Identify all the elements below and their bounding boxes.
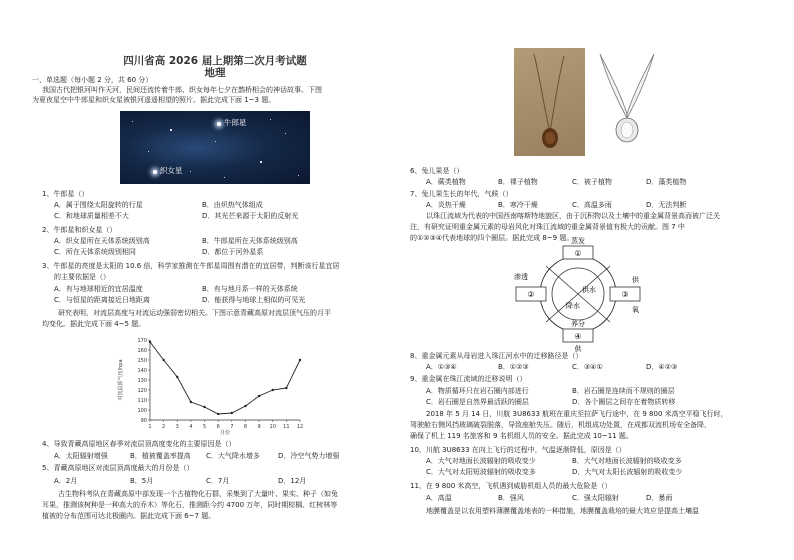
q7-stem: 7、兔儿果生长的年代，气候（） <box>410 190 513 198</box>
data-point <box>217 413 219 415</box>
q11-option-d[interactable]: D．暴雨 <box>646 494 673 502</box>
q5-option-a[interactable]: A．2月 <box>54 477 78 485</box>
data-point <box>244 405 246 407</box>
exam-title: 四川省高 2026 届上期第二次月考试题 <box>123 55 307 67</box>
x-tick-label: 7 <box>230 424 234 430</box>
q8-option-c[interactable]: C．③④① <box>572 363 603 371</box>
y-tick-label: 170 <box>137 338 147 344</box>
q2-option-d[interactable]: D．都位于河外星系 <box>202 248 264 256</box>
sphere-2: ② <box>527 290 535 299</box>
sphere-cycle-diagram <box>508 237 648 353</box>
section-heading: 一、单选题（每小题 2 分，共 60 分） <box>32 76 153 84</box>
q7-option-c[interactable]: C．高温多雨 <box>572 201 612 209</box>
data-point <box>149 341 151 343</box>
intro5-line1: 2018 年 5 月 14 日，川航 3U8633 航班在重庆至拉萨飞行途中，在 9 800 米高空平稳飞行时， <box>426 410 728 418</box>
q2-option-c[interactable]: C．所在天体系统级别相同 <box>54 248 136 256</box>
seed-drawing <box>594 48 660 156</box>
fossil-photo <box>514 48 585 156</box>
q2-stem: 2、牛郎星和织女星（） <box>42 226 117 234</box>
q4-option-a[interactable]: A．太阳辐射增强 <box>54 452 108 460</box>
q6-stem: 6、兔儿果是（） <box>410 167 464 175</box>
q11-stem: 11、在 9 800 米高空，飞机遇到威胁机组人员的最大危险是（） <box>410 482 612 490</box>
diagram-label-nutrient: 养分 <box>571 320 585 328</box>
diagram-label-supply2: 供 <box>574 345 582 353</box>
q7-option-d[interactable]: D．无法判断 <box>646 201 687 209</box>
data-point <box>203 406 205 408</box>
x-tick-label: 10 <box>269 424 276 430</box>
q10-option-a[interactable]: A．大气对地面长波辐射的吸收变少 <box>426 457 536 465</box>
data-point <box>176 376 178 378</box>
intro4-line1: 以珠江流域为代表的中国西南喀斯特地貌区，由于沉积物以及土壤中的重金属背景高而被广泛关 <box>426 212 720 220</box>
q5-option-b[interactable]: B．5月 <box>130 477 154 485</box>
q3-stem-cont: 的主要依据是（） <box>54 273 110 281</box>
y-tick-label: 120 <box>137 388 147 394</box>
q1-option-b[interactable]: B．由炽热气体组成 <box>202 201 263 209</box>
data-point <box>162 359 164 361</box>
exam-subject: 地理 <box>204 67 226 79</box>
intro1-line1: 我国古代把银河叫作天河，民间还流传着牛郎、织女每年七夕在鹊桥相会的神话故事。下图 <box>42 86 322 94</box>
sphere-3: ③ <box>621 290 629 299</box>
sphere-4: ④ <box>574 332 582 341</box>
zhinv-star-icon <box>153 170 157 174</box>
x-tick-label: 5 <box>202 424 207 430</box>
q6-option-a[interactable]: A．蕨类植物 <box>426 178 466 186</box>
q2-option-b[interactable]: B．牛郎星所在天体系统级别高 <box>202 237 298 245</box>
intro3-line3: 植被的分布范围可达北极圈内。据此完成下面 6~7 题。 <box>42 512 216 520</box>
data-point <box>272 389 274 391</box>
q5-option-c[interactable]: C．7月 <box>206 477 230 485</box>
q2-option-a[interactable]: A．织女星所在天体系统级别高 <box>54 237 150 245</box>
intro4-line3: 的①②③④代表地球的四个圈层。据此完成 8~9 题。 <box>410 234 574 242</box>
niulang-label: 牛郎星 <box>224 118 247 127</box>
intro5-line3: 确保了机上 119 名旅客和 9 名机组人员的安全。据此完成 10~11 题。 <box>410 432 633 440</box>
q10-option-c[interactable]: C．大气对太阳短波辐射的吸收变多 <box>426 468 536 476</box>
y-tick-label: 150 <box>137 358 147 364</box>
diagram-label-supply: 供 <box>632 276 639 284</box>
x-tick-label: 8 <box>243 424 248 430</box>
niulang-star-icon <box>217 122 221 126</box>
x-axis-label: 月份 <box>219 430 231 436</box>
y-tick-label: 130 <box>137 378 147 384</box>
diagram-label-watersupply: 供水 <box>582 286 596 294</box>
q1-stem: 1、牛郎星（） <box>42 190 89 198</box>
sphere-1: ① <box>574 249 582 258</box>
y-tick-label: 90 <box>140 418 147 424</box>
x-tick-label: 6 <box>216 424 220 430</box>
q1-option-c[interactable]: C．和地球质量相差不大 <box>54 212 129 220</box>
intro1-line2: 为夏夜星空中牛郎星和织女星被银河遥遥相望的照片。据此完成下面 1~3 题。 <box>32 96 276 104</box>
intro2-line1: 研究表明，对流层高度与对流运动强弱密切相关。下图示意青藏高原对流层顶气压的月平 <box>58 309 331 317</box>
x-tick-label: 4 <box>189 424 193 430</box>
q6-option-c[interactable]: C．被子植物 <box>572 178 612 186</box>
q9-option-a[interactable]: A．物质循环只在岩石圈内部进行 <box>426 387 529 395</box>
q7-option-b[interactable]: B．寒冷干燥 <box>498 201 538 209</box>
q10-option-b[interactable]: B．大气对地面长波辐射的吸收变多 <box>572 457 682 465</box>
q3-stem: 3、牛郎星的亮度是太阳的 10.6 倍，科学家推测在牛郎星周围有潜在的宜居带，判断该行星宜居 <box>42 262 340 270</box>
q1-option-a[interactable]: A．属于围绕太阳旋转的行星 <box>54 201 143 209</box>
x-tick-label: 1 <box>148 424 152 430</box>
pressure-line-chart <box>110 334 310 434</box>
y-tick-label: 100 <box>137 408 147 414</box>
q4-stem: 4、导致青藏高原地区春季对流层顶高度变化的主要原因是（） <box>42 440 236 448</box>
q3-option-d[interactable]: D．能获得与地球上相似的可见光 <box>202 296 306 304</box>
intro3-line1: 古生物科考队在青藏高原中部发现一个古植物化石群，采集到了大量叶、果实、种子（如兔 <box>58 490 338 498</box>
q11-option-b[interactable]: B．强风 <box>498 494 524 502</box>
q11-option-a[interactable]: A．高温 <box>426 494 452 502</box>
y-axis-label: 对流层顶气压/hpa <box>118 359 124 401</box>
data-point <box>285 387 287 389</box>
q1-option-d[interactable]: D．其光芒来源于太阳的反射光 <box>202 212 299 220</box>
data-point <box>231 412 233 414</box>
q6-option-b[interactable]: B．裸子植物 <box>498 178 538 186</box>
q11-option-c[interactable]: C．强太阳辐射 <box>572 494 619 502</box>
diagram-label-oxygen: 氧 <box>632 306 639 314</box>
q4-option-b[interactable]: B．植被覆盖率提高 <box>130 452 191 460</box>
q8-option-d[interactable]: D．④②③ <box>646 363 678 371</box>
q5-stem: 5、青藏高原地区对流层顶高度最大的月份是（） <box>42 464 194 472</box>
zhinv-label: 织女星 <box>160 166 183 175</box>
x-tick-label: 3 <box>175 424 179 430</box>
q7-option-a[interactable]: A．炎热干燥 <box>426 201 466 209</box>
q3-option-a[interactable]: A．有与地球相近的宜居温度 <box>54 285 143 293</box>
x-tick-label: 2 <box>162 424 166 430</box>
q3-option-c[interactable]: C．与恒星的距离接近日地距离 <box>54 296 150 304</box>
q8-option-b[interactable]: B．①②③ <box>498 363 529 371</box>
intro4-line2: 注，有研究证明重金属元素的母岩风化对珠江流域的重金属背景值有极大的贡献。图 7 中 <box>410 223 685 231</box>
intro6-line1: 地膜覆盖是以农用塑料薄膜覆盖地表的一种措施，地膜覆盖栽培的最大效应是提高土壤温 <box>426 507 699 515</box>
intro5-line2: 驾驶舱右侧风挡玻璃破裂脱落，导致座舱失压。随后，机组成功处置，在成都双流机场安全备降， <box>410 421 711 429</box>
q8-stem: 8、重金属元素从母岩进入珠江河水中的迁移路径是（） <box>410 352 583 360</box>
intro2-line2: 均变化。据此完成下面 4~5 题。 <box>42 320 146 328</box>
q4-option-c[interactable]: C．大气降水增多 <box>206 452 260 460</box>
q3-option-b[interactable]: B．有与地月系一样的天体系统 <box>202 285 298 293</box>
diagram-label-precip: 降水 <box>566 302 580 310</box>
diagram-label-infiltration: 渗透 <box>514 273 528 281</box>
y-tick-label: 160 <box>137 348 147 354</box>
q9-option-b[interactable]: B．岩石圈是连续而不规则的圈层 <box>572 387 675 395</box>
q10-stem: 10、川航 3U8633 在向上飞行的过程中，气温逐渐降低，原因是（） <box>410 446 626 454</box>
q9-stem: 9、重金属在珠江流域的迁移说明（） <box>410 375 527 383</box>
q10-option-d[interactable]: D．大气对太阳长波辐射的吸收变少 <box>572 468 683 476</box>
q8-option-a[interactable]: A．①③④ <box>426 363 457 371</box>
series-line <box>150 342 300 414</box>
x-tick-label: 12 <box>296 424 304 430</box>
data-point <box>258 395 260 397</box>
intro3-line2: 耳果，推测该树种是一种高大的乔木）等化石，推测距今约 4700 万年，同时期棕榈、红树林等 <box>42 501 338 509</box>
q4-option-d[interactable]: D．冷空气势力增强 <box>278 452 340 460</box>
q5-option-d[interactable]: D．12月 <box>278 477 307 485</box>
q6-option-d[interactable]: D．藻类植物 <box>646 178 687 186</box>
data-point <box>190 401 192 403</box>
y-tick-label: 110 <box>137 398 147 404</box>
q9-option-d[interactable]: D．各个圈层之间存在着物质转移 <box>572 398 676 406</box>
star-photo <box>120 111 310 184</box>
diagram-label-evaporation: 蒸发 <box>571 237 585 245</box>
x-tick-label: 11 <box>283 424 290 430</box>
x-tick-label: 9 <box>257 424 261 430</box>
data-point <box>299 359 301 361</box>
q9-option-c[interactable]: C．岩石圈是自然界最活跃的圈层 <box>426 398 529 406</box>
y-tick-label: 140 <box>137 368 147 374</box>
